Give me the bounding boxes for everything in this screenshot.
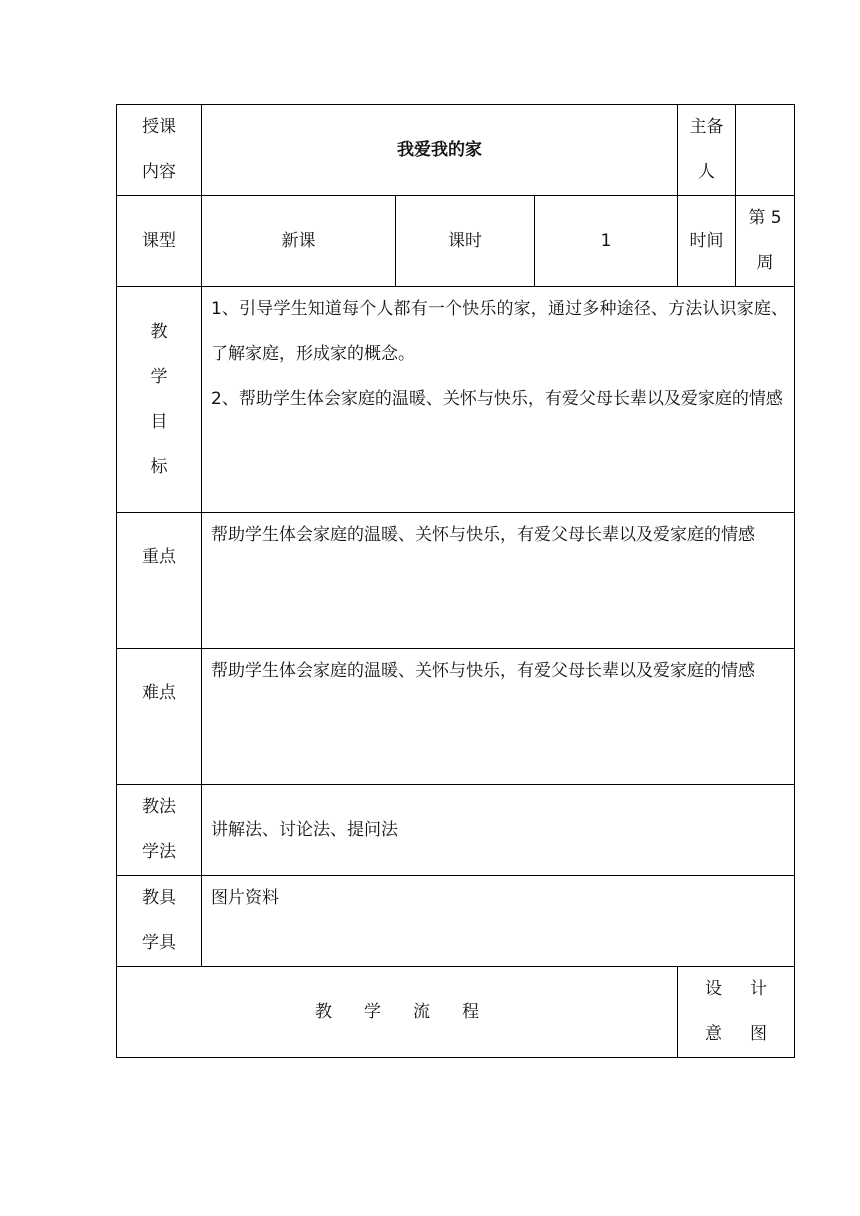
content-label-line-2: 内容	[142, 162, 176, 182]
tools-label	[117, 876, 202, 967]
design-char-3: 意	[705, 1024, 723, 1044]
tools-label-line-2: 学具	[142, 933, 176, 953]
row-teaching-flow	[117, 967, 795, 1058]
flow-char-3: 流	[413, 1001, 431, 1022]
teaching-flow-heading	[117, 967, 678, 1058]
period-value: 1	[535, 196, 678, 287]
objectives-label-char-4: 标	[150, 456, 168, 477]
design-char-1: 设	[705, 979, 723, 999]
method-label-line-1: 教法	[142, 797, 176, 817]
preparer-label-line-1: 主备	[689, 117, 724, 137]
type-value: 新课	[202, 196, 396, 287]
time-value	[736, 196, 795, 287]
difficulty-text	[202, 649, 795, 785]
row-methods	[117, 785, 795, 876]
preparer-value	[736, 105, 795, 196]
flow-char-4: 程	[462, 1001, 480, 1022]
objective-1: 1、引导学生知道每个人都有一个快乐的家，通过多种途径、方法认识家庭、了解家庭，形成家的概念。	[211, 299, 789, 364]
tools-paragraph: 图片资料	[211, 888, 279, 908]
tools-label-line-1: 教具	[142, 888, 176, 908]
row-tools	[117, 876, 795, 967]
design-intent-line-2	[678, 1012, 794, 1057]
tools-text	[202, 876, 795, 967]
objectives-content	[202, 287, 795, 513]
design-intent-heading	[678, 967, 795, 1058]
type-label: 课型	[117, 196, 202, 287]
objective-2: 2、帮助学生体会家庭的温暖、关怀与快乐，有爱父母长辈以及爱家庭的情感	[211, 389, 783, 409]
objectives-label-char-2: 学	[150, 366, 168, 387]
method-label-line-2: 学法	[142, 842, 176, 862]
time-label: 时间	[678, 196, 736, 287]
content-label	[117, 105, 202, 196]
time-value-line-1: 第 5	[748, 208, 782, 228]
difficulty-label: 难点	[117, 649, 202, 785]
lesson-title: 我爱我的家	[202, 105, 678, 196]
row-difficulty	[117, 649, 795, 785]
design-intent-line-1	[678, 967, 794, 1012]
lesson-plan-table	[116, 104, 795, 1058]
difficulty-paragraph: 帮助学生体会家庭的温暖、关怀与快乐，有爱父母长辈以及爱家庭的情感	[211, 661, 755, 681]
design-char-2: 计	[750, 979, 768, 999]
objectives-label	[117, 287, 202, 513]
flow-char-2: 学	[364, 1001, 382, 1022]
time-value-line-2: 周	[756, 253, 774, 273]
key-point-text	[202, 513, 795, 649]
row-objectives	[117, 287, 795, 513]
key-point-paragraph: 帮助学生体会家庭的温暖、关怀与快乐，有爱父母长辈以及爱家庭的情感	[211, 525, 755, 545]
objectives-label-char-1: 教	[150, 321, 168, 342]
flow-char-1: 教	[315, 1001, 333, 1022]
period-label: 课时	[396, 196, 535, 287]
row-lesson-type	[117, 196, 795, 287]
row-lesson-content	[117, 105, 795, 196]
preparer-label-line-2: 人	[698, 162, 716, 182]
method-text: 讲解法、讨论法、提问法	[202, 785, 795, 876]
key-label: 重点	[117, 513, 202, 649]
row-key-point	[117, 513, 795, 649]
content-label-line-1: 授课	[142, 117, 176, 137]
objectives-label-char-3: 目	[150, 411, 168, 432]
method-label	[117, 785, 202, 876]
design-char-4: 图	[750, 1024, 768, 1044]
preparer-label	[678, 105, 736, 196]
